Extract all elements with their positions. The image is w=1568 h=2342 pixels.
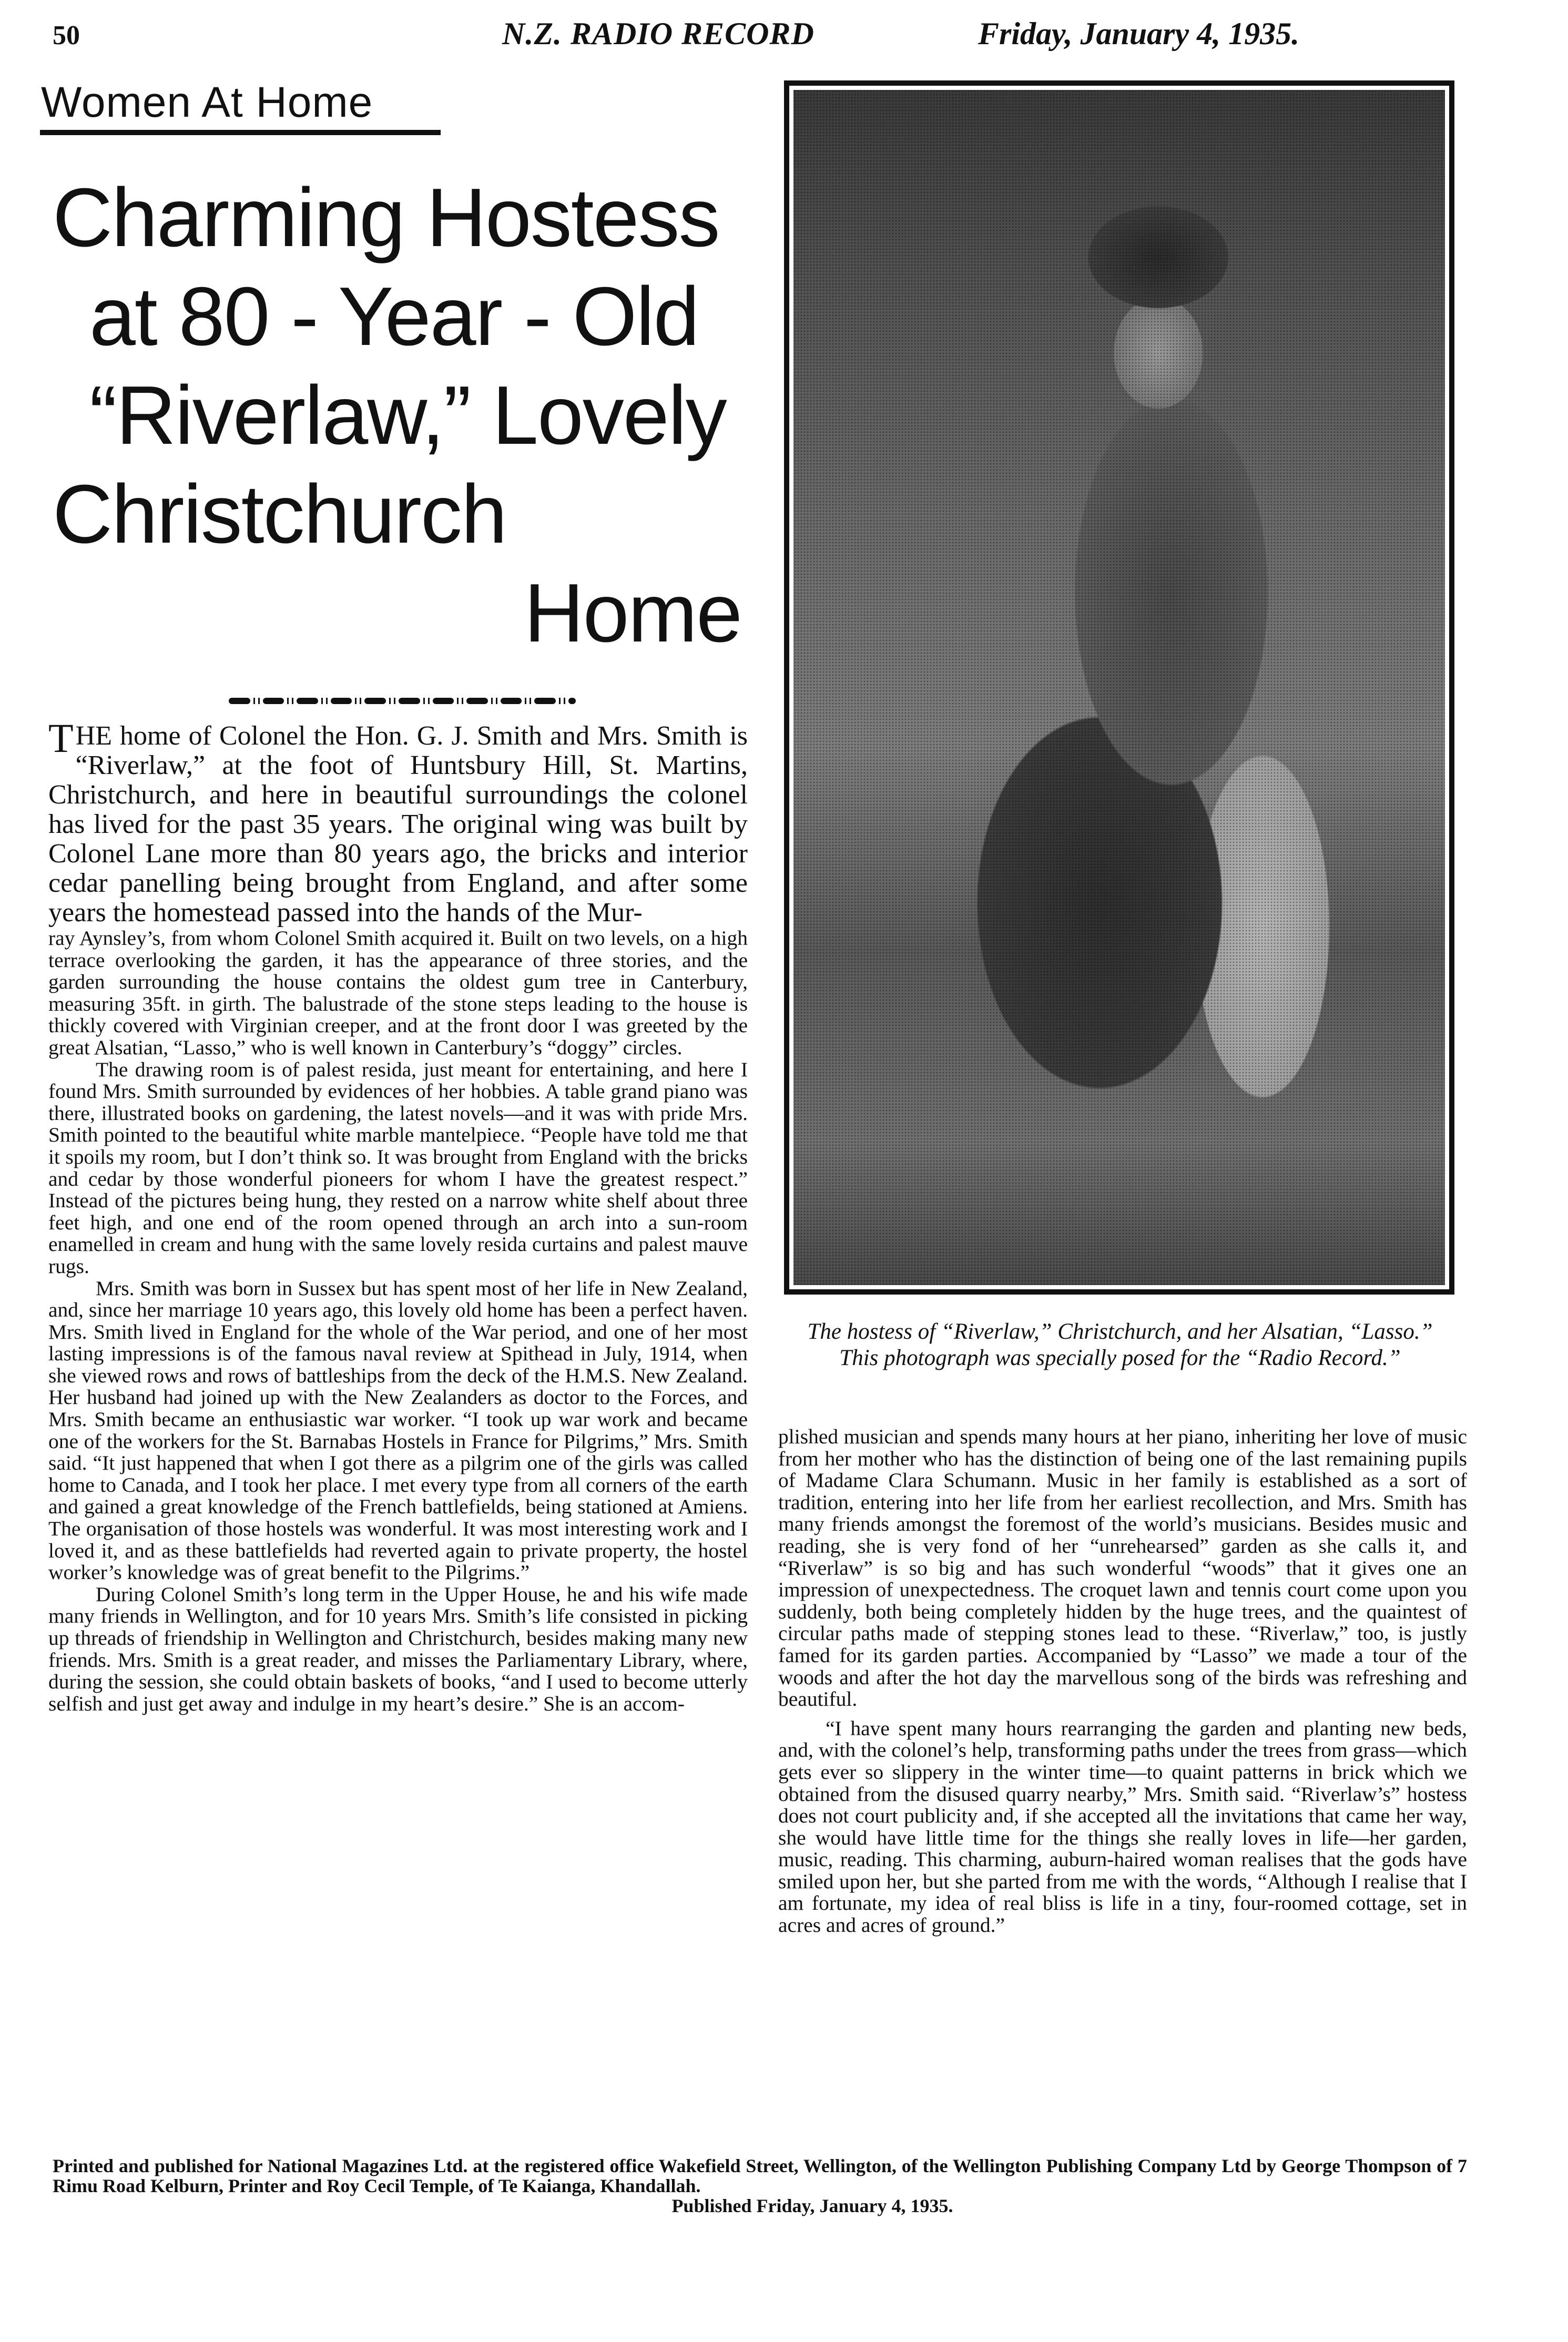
published-date-line: Published Friday, January 4, 1935. [671,2195,953,2216]
section-label: Women At Home [41,78,373,126]
article-paragraph: ray Aynsley’s, from whom Colonel Smith acquired it. Built on two levels, on a high terrace overlooking the garden, it has the appearance of three stories, and the garden surrounding the house contains the oldest gum tree in Canterbury, measuring 35ft. in girth. The balustrade of the stone steps leading to the house is thickly covered with Virginian creeper, and at the front door I was greeted by the great Alsatian, “Lasso,” who is well known in Canterbury’s “doggy” circles. [48,926,748,1059]
drop-cap: T [48,715,74,761]
article-paragraph: The drawing room is of palest resida, just meant for entertaining, and here I found Mrs. Smith surrounded by evidences of her hobbies. A table grand piano was there, illustrated books on gardening, the latest novels—and it was with pride Mrs. Smith pointed to the beautiful white marble mantelpiece. “People have told me that it spoils my room, but I don’t think so. It was brought from England with the bricks and cedar by those wonderful pioneers for whom I have the greatest respect.” Instead of the pictures being hung, they rested on a narrow white shelf about three feet high, and one end of the room opened through an arch into a sun-room enamelled in cream and hung with the same lovely resida curtains and palest mauve rugs. [48,1057,748,1278]
article-column-right [778,1426,1467,1937]
photo-frame [784,80,1454,1295]
article-paragraph: “I have spent many hours rearranging the garden and planting new beds, and, with the colonel’s help, transforming paths under the trees from grass—which gets ever so slippery in the winter time—to quaint patterns in brick which we obtained from the disused quarry nearby,” Mrs. Smith said. “Riverlaw’s” hostess does not court publicity and, if she accepted all the invitations that came her way, she would have little time for the things she really loves in life—her garden, music, reading. This charming, auburn-haired woman realises that the gods have smiled upon her, but she parted from me with the words, “Although I realise that I am fortunate, my idea of real bliss is life in a tiny, four-roomed cottage, set in acres and acres of ground.” [778,1716,1467,1937]
headline-line-4: Christchurch [53,468,506,561]
ornamental-divider [229,697,576,705]
headline-line-1: Charming Hostess [53,171,719,264]
article-paragraph: plished musician and spends many hours at her piano, inheriting her love of music from her mother who has the distinction of being one of the last remaining pupils of Madame Clara Schumann. Music in her family is established as a sort of tradition, entering into her life from her earliest recollection, and Mrs. Smith has many friends amongst the foremost of the world’s musicians. Besides music and reading, she is very fond of her “unrehearsed” garden as she calls it, and “Riverlaw” is so big and has such wonderful “woods” that it gives one an impression of unexpectedness. The croquet lawn and tennis court come upon you suddenly, both being completely hidden by the huge trees, and the quaintest of circular paths made of stepping stones lead to these. “Riverlaw,” too, is justly famed for its garden parties. Accompanied by “Lasso” we made a tour of the woods and after the hot day the marvellous song of the birds was refreshing and beautiful. [778,1425,1467,1711]
headline-line-2: at 80 - Year - Old [89,270,699,363]
headline-line-5: Home [524,567,741,659]
issue-date: Friday, January 4, 1935. [978,16,1300,51]
imprint-text: Printed and published for National Magazines Ltd. at the registered office Wakefield Street, Wellington, of the Wellington Publishing Company Ltd by George Thompson of 7 Rimu Road Kelburn, Printer and Roy Cecil Temple, of Te Kaianga, Khandallah. [53,2155,1467,2196]
headline [53,168,747,663]
publication-title: N.Z. RADIO RECORD [502,16,814,51]
article-column-left [48,715,748,1715]
photo-caption: The hostess of “Riverlaw,” Christchurch, and her Alsatian, “Lasso.” This photograph was specially posed for the “Radio Record.” [807,1319,1433,1370]
article-paragraph: Mrs. Smith was born in Sussex but has spent most of her life in New Zealand, and, since her marriage 10 years ago, this lovely old home has been a perfect haven. Mrs. Smith lived in England for the whole of the War period, and one of her most lasting impressions is of the famous naval review at Spithead in July, 1914, when she viewed rows and rows of battleships from the deck of the H.M.S. New Zealand. Her husband had joined up with the New Zealanders as doctor to the Forces, and Mrs. Smith became an enthusiastic war worker. “I took up war work and became one of the workers for the St. Barnabas Hostels in France for Pilgrims,” Mrs. Smith said. “It just happened that when I got there as a pilgrim one of the girls was called home to Canada, and I took her place. I met every type from all corners of the earth and gained a great knowledge of the French battlefields, being stationed at Amiens. The organisation of those hostels was wonderful. It was most interesting work and I loved it, and as these battlefields had reverted again to private property, the hostel worker’s knowledge was of great benefit to the Pilgrims.” [48,1276,748,1584]
page-number: 50 [53,21,80,50]
section-underline [40,130,441,135]
lead-text: HE home of Colonel the Hon. G. J. Smith and Mrs. Smith is “Riverlaw,” at the foot of Huntsbury Hill, St. Martins, Christchurch, and here in beautiful surroundings the colonel has lived for the past 35 years. The original wing was built by Colonel Lane more than 80 years ago, the bricks and interior cedar panelling being brought from England, and after some years the homestead passed into the hands of the Mur- [48,721,748,928]
article-paragraph: During Colonel Smith’s long term in the Upper House, he and his wife made many friends in Wellington, and for 10 years Mrs. Smith’s life consisted in picking up threads of friendship in Wellington and Christchurch, besides making many new friends. Mrs. Smith is a great reader, and misses the Parliamentary Library, where, during the session, she could obtain baskets of books, “and I used to become utterly selfish and just get away and indulge in my heart’s desire.” She is an accom- [48,1582,748,1715]
lead-paragraph [48,715,748,928]
headline-line-3: “Riverlaw,” Lovely [89,369,726,462]
printer-imprint [53,2156,1467,2216]
hostess-and-alsatian-photo [793,90,1445,1285]
